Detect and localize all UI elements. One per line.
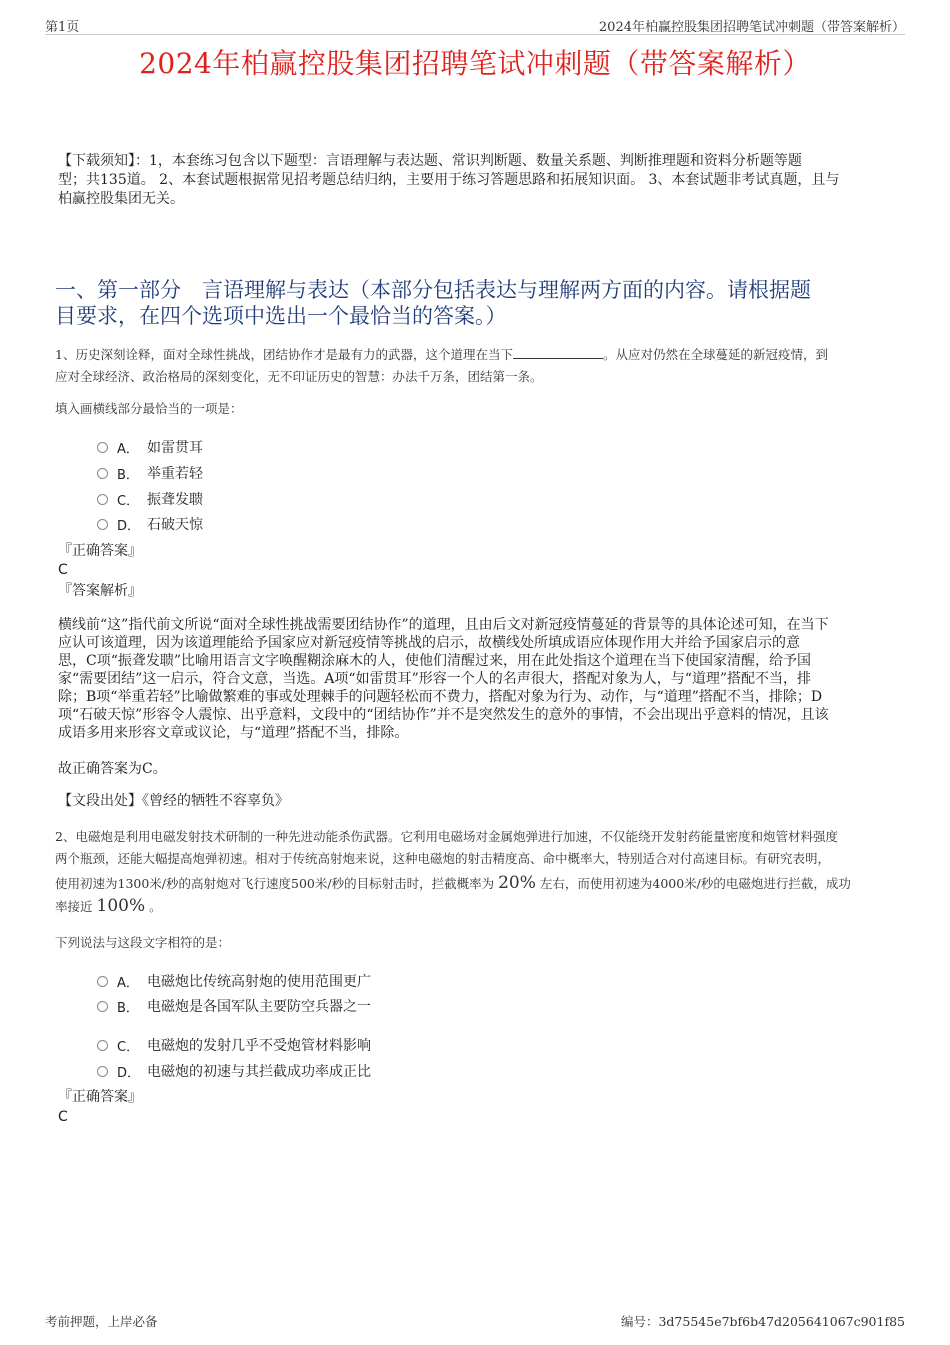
q2-line-2: 两个瓶颈，还能大幅提高炮弹初速。相对于传统高射炮来说，这种电磁炮的射击精度高、命中概率大，特别适合对付高速目标。有研究表明， [55, 851, 831, 866]
q2-answer-label: 『正确答案』 [58, 1089, 142, 1105]
analysis-line: 横线前“这”指代前文所说“面对全球性挑战需要团结协作”的道理，且由后文对新冠疫情蔓延的背景等的具体论述可知，在当下 [58, 617, 829, 633]
section-heading-line-1: 一、第一部分 言语理解与表达（本部分包括表达与理解两方面的内容。请根据题 [55, 278, 811, 302]
q2-line-3b: 左右，而使用初速为4000米/秒的电磁炮进行拦截，成功 [539, 876, 851, 891]
q1-text-a: 1、历史深刻诠释，面对全球性挑战，团结协作才是最有力的武器，这个道理在当下 [55, 347, 513, 362]
section-heading-line-2: 目要求，在四个选项中选出一个最恰当的答案。） [55, 304, 507, 328]
option-text: 振聋发聩 [147, 492, 203, 508]
q2-option-b[interactable] [97, 996, 371, 1016]
section-heading [55, 277, 905, 329]
q2-line-4a: 率接近 [55, 899, 93, 914]
q1-prompt: 填入画横线部分最恰当的一项是： [55, 401, 243, 416]
question-2-stem [55, 826, 905, 918]
page-number: 第1页 [45, 20, 80, 35]
q1-text-b: 。从应对仍然在全球蔓延的新冠疫情，到 [602, 347, 828, 362]
q2-answer: C [58, 1109, 68, 1125]
q2-option-a[interactable] [97, 971, 371, 991]
option-text: 石破天惊 [147, 517, 203, 533]
q1-option-b[interactable] [97, 463, 203, 483]
analysis-line: 思，C项“振聋发聩”比喻用语言文字唤醒糊涂麻木的人，使他们清醒过来，用在此处指这个道理在当下使国家清醒，给予国 [58, 653, 812, 669]
footer-slogan: 考前押题，上岸必备 [45, 1314, 158, 1329]
radio-icon[interactable] [97, 1066, 108, 1077]
radio-icon[interactable] [97, 442, 108, 453]
option-letter: B． [117, 467, 139, 483]
notice-line-2: 型；共135道。 2、本套试题根据常见招考题总结归纳，主要用于练习答题思路和拓展知识面。 3、本套试题非考试真题，且与 [58, 172, 840, 188]
notice-line-1: 【下载须知】：1，本套练习包含以下题型：言语理解与表达题、常识判断题、数量关系题、判断推理题和资料分析题等题 [58, 153, 802, 169]
q1-analysis-label: 『答案解析』 [58, 583, 142, 599]
q1-conclusion: 故正确答案为C。 [58, 761, 167, 777]
header-doc-title: 2024年柏赢控股集团招聘笔试冲刺题（带答案解析） [598, 20, 905, 35]
option-text: 电磁炮的初速与其拦截成功率成正比 [147, 1064, 371, 1080]
radio-icon[interactable] [97, 976, 108, 987]
q2-percent-100: 100% [96, 896, 146, 916]
notice-line-3: 柏赢控股集团无关。 [58, 191, 184, 207]
option-letter: C． [117, 493, 140, 509]
q2-prompt: 下列说法与这段文字相符的是： [55, 935, 231, 950]
option-letter: B． [117, 1000, 139, 1016]
analysis-line: 除；B项“举重若轻”比喻做繁难的事或处理棘手的问题轻松而不费力，搭配对象为行为、动作，与“道理”搭配不当，排除；D [58, 689, 823, 705]
q1-text-c: 应对全球经济、政治格局的深刻变化，无不印证历史的智慧：办法千万条，团结第一条。 [55, 369, 543, 384]
option-letter: C． [117, 1039, 140, 1055]
option-text: 如雷贯耳 [147, 440, 203, 456]
analysis-line: 项“石破天惊”形容令人震惊、出乎意料，文段中的“团结协作”并不是突然发生的意外的事情，不会出现出乎意料的情况，且该 [58, 707, 829, 723]
option-text: 举重若轻 [147, 466, 203, 482]
download-notice [58, 152, 903, 209]
page-header [45, 14, 905, 35]
q1-option-a[interactable] [97, 437, 203, 457]
q2-option-d[interactable] [97, 1061, 371, 1081]
radio-icon[interactable] [97, 1001, 108, 1012]
q1-option-d[interactable] [97, 514, 203, 534]
q2-line-4b: 。 [149, 899, 162, 914]
q2-option-c[interactable] [97, 1035, 371, 1055]
q1-source: 【文段出处】《曾经的牺牲不容辜负》 [58, 793, 289, 809]
option-text: 电磁炮比传统高射炮的使用范围更广 [147, 974, 371, 990]
radio-icon[interactable] [97, 494, 108, 505]
option-text: 电磁炮是各国军队主要防空兵器之一 [147, 999, 371, 1015]
analysis-line: 家“需要团结”这一启示，符合文意，当选。A项“如雷贯耳”形容一个人的名声很大，搭配对象为人，与“道理”搭配不当，排 [58, 671, 812, 687]
q2-percent-20: 20% [498, 873, 536, 893]
q1-blank [513, 346, 603, 359]
q2-line-1: 2、电磁炮是利用电磁发射技术研制的一种先进动能杀伤武器。它利用电磁场对金属炮弹进行加速，不仅能绕开发射药能量密度和炮管材料强度 [55, 829, 838, 844]
analysis-line: 应认可该道理，因为该道理能给予国家应对新冠疫情等挑战的启示，故横线处所填成语应体现作用大并给予国家启示的意 [58, 635, 800, 651]
analysis-line: 成语多用来形容文章或议论，与“道理”搭配不当，排除。 [58, 725, 409, 741]
option-letter: A． [117, 441, 139, 457]
q1-answer-label: 『正确答案』 [58, 543, 142, 559]
q1-answer: C [58, 562, 68, 578]
footer-doc-id: 编号：3d75545e7bf6b47d205641067c901f85 [620, 1314, 905, 1329]
radio-icon[interactable] [97, 1040, 108, 1051]
option-text: 电磁炮的发射几乎不受炮管材料影响 [147, 1038, 371, 1054]
q1-option-c[interactable] [97, 489, 203, 509]
option-letter: A． [117, 975, 139, 991]
document-title: 2024年柏赢控股集团招聘笔试冲刺题（带答案解析） [139, 47, 811, 80]
option-letter: D． [117, 1065, 141, 1081]
radio-icon[interactable] [97, 519, 108, 530]
q1-analysis [58, 616, 898, 742]
q2-line-3a: 使用初速为1300米/秒的高射炮对飞行速度500米/秒的目标射击时，拦截概率为 [55, 876, 495, 891]
option-letter: D． [117, 518, 141, 534]
radio-icon[interactable] [97, 468, 108, 479]
question-1-stem [55, 344, 905, 388]
